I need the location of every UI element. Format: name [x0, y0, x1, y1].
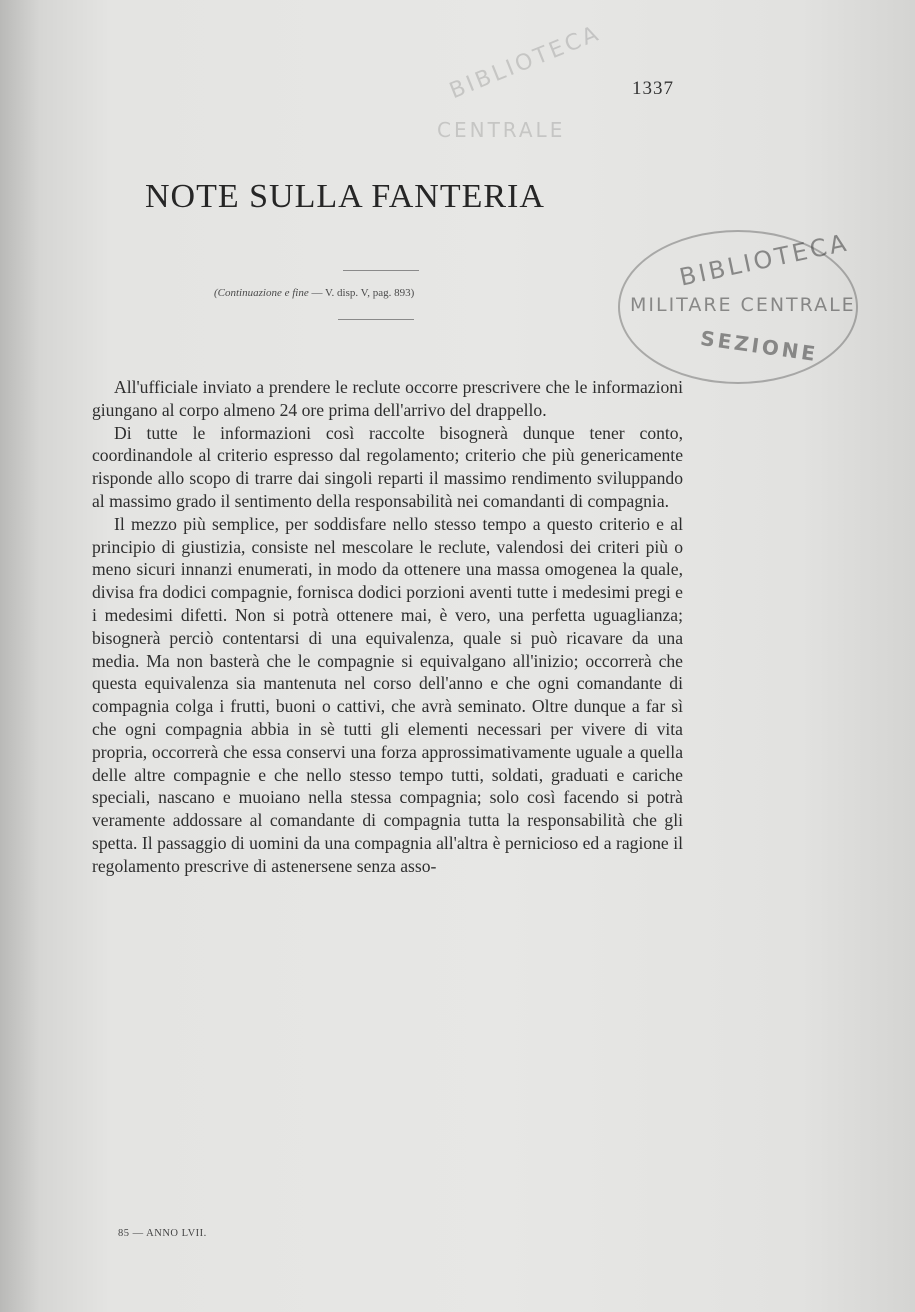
subtitle-reference: — V. disp. V, pag. 893) — [308, 287, 415, 299]
paragraph-3: Il mezzo più semplice, per soddisfare nello stesso tempo a questo criterio e al principio di giustizia, consiste nel mescolare le reclute, valendosi dei criteri più o meno sicuri innanzi enumerati, in modo da ottenere una massa omogenea la quale, divisa fra dodici compagnie, fornisca dodici porzioni aventi tutte i medesimi pregi e i medesimi difetti. Non si potrà ottenere mai, è vero, una perfetta uguaglianza; bisognerà perciò contentarsi di una equivalenza, quale si può ricavare da una media. Ma non basterà che le compagnie si equivalgano all'inizio; occorrerà che questa equivalenza sia mantenuta nel corso dell'anno e che ogni comandante di compagnia colga i frutti, buoni o cattivi, che avrà seminato. Oltre dunque a far sì che ogni compagnia abbia in sè tutti gli elementi necessari per vivere di vita propria, occorrerà che essa conservi una forza approssimativamente uguale a quella delle altre compagnie e che nello stesso tempo tutti, soldati, graduati e cariche speciali, nascano e muoiano nella stessa compagnia; solo così facendo si potrà veramente addossare al comandante di compagnia tutta la responsabilità che gli spetta. Il passaggio di uomini da una compagnia all'altra è pernicioso ed a ragione il regolamento prescrive di astenersene senza asso- — [92, 513, 683, 876]
article-body — [92, 376, 683, 878]
faint-stamp-top-text: BIBLIOTECA — [446, 20, 605, 105]
stamp-bottom-text: SEZIONE — [698, 325, 820, 367]
title-divider-bottom — [338, 319, 414, 320]
page-number: 1337 — [632, 78, 674, 99]
subtitle-italic: (Continuazione e fine — [214, 287, 309, 299]
faint-stamp-middle-text: CENTRALE — [437, 118, 566, 142]
paragraph-1: All'ufficiale inviato a prendere le reclute occorre prescrivere che le informazioni giungano al corpo almeno 24 ore prima dell'arrivo del drappello. — [92, 377, 683, 420]
library-stamp — [618, 230, 858, 384]
article-subtitle — [214, 287, 414, 299]
stamp-top-text: BIBLIOTECA — [676, 228, 852, 292]
title-divider-top — [343, 270, 419, 271]
article-title: NOTE SULLA FANTERIA — [145, 178, 545, 215]
stamp-middle-text: MILITARE CENTRALE — [630, 294, 856, 316]
footer-signature: 85 — ANNO LVII. — [118, 1228, 207, 1239]
paragraph-2: Di tutte le informazioni così raccolte bisognerà dunque tener conto, coordinandole al criterio espresso dal regolamento; criterio che più genericamente risponde allo scopo di trarre dai singoli reparti il massimo rendimento sviluppando al massimo grado il sentimento della responsabilità nei comandanti di compagnia. — [92, 422, 683, 511]
faint-library-stamp — [425, 20, 615, 180]
